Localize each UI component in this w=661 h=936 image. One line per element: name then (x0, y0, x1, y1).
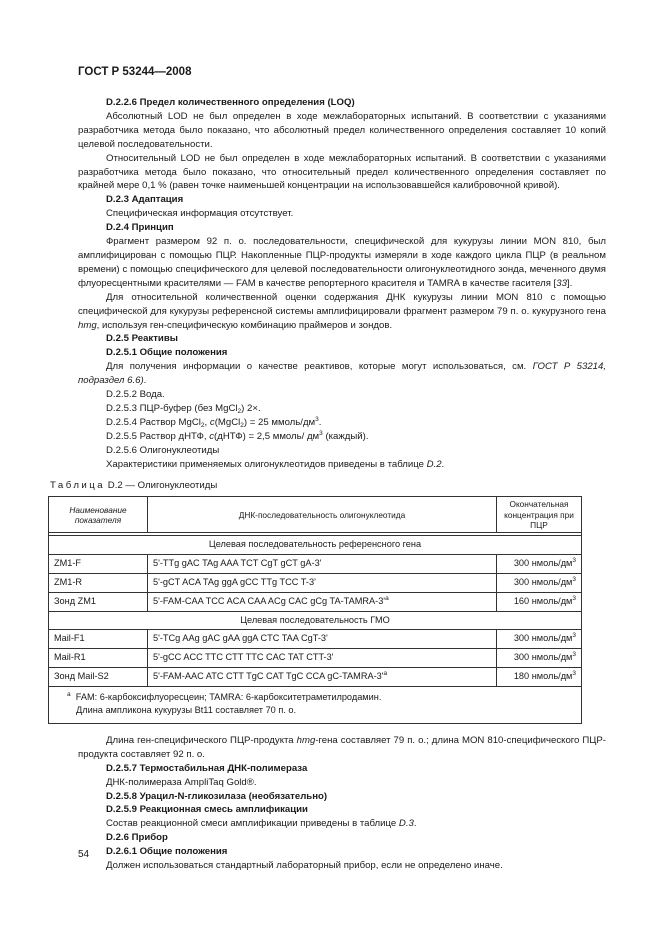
table-header-row (49, 497, 582, 533)
table-footnote: Длина ампликона кукурузы Bt11 составляет 70 п. о. (76, 705, 297, 716)
reagent-item: D.2.5.6 Олигонуклеотиды (106, 444, 220, 456)
paragraph: Для относительной количественной оценки содержания ДНК кукурузы линии MON 810 с помощью специфической для кукурузы референсной системы амплифицировали фрагмент размером 79 п. о. кукурузного гена hmg, используя ген-специфическую комбинацию праймеров и зондов. (78, 291, 606, 331)
paragraph: Специфическая информация отсутствует. (106, 208, 294, 220)
paragraph: Состав реакционной смеси амплификации приведены в таблице D.3. (106, 818, 417, 830)
section-heading: D.2.6 Прибор (106, 832, 168, 844)
column-header: ДНК-последовательность олигонуклеотида (148, 497, 497, 533)
oligonucleotides-table (48, 496, 582, 724)
paragraph: Относительный LOD не был определен в ходе межлабораторных испытаний. В соответствии с указаниями разработчика метода было показано, что относительный предел количественного определения составляет по крайней мере 0,1 % (равен точке наименьшей концентрации на использовавшейся калибровочной кривой). (78, 152, 606, 192)
section-heading: D.2.2.6 Предел количественного определения (LOQ) (106, 97, 355, 108)
table-caption: Таблица D.2 — Олигонуклеотиды (50, 480, 218, 492)
section-heading: D.2.4 Принцип (106, 222, 174, 234)
table-row: Зонд ZM1 5'-FAM-CAA TCC ACA CAA ACg CAC gCg $TA-TAMRA-3'^a$ 160 нмоль/$дм^3$ (49, 592, 582, 611)
page-number: 54 (78, 849, 90, 860)
paragraph: Абсолютный LOD не был определен в ходе межлабораторных испытаний. В соответствии с указаниями разработчика метода было показано, что абсолютный предел количественного определения составляет 10 копий целевой последовательности. (78, 110, 606, 150)
reagent-item: D.2.5.4 Раствор MgCl$_2$, c(MgCl$_2$) = 25 ммоль/$дм^3$. (106, 415, 322, 429)
paragraph: Характеристики применяемых олигонуклеотидов приведены в таблице D.2. (106, 458, 445, 470)
table-group-row: Целевая последовательность ГМО (49, 611, 582, 629)
subsection-heading: D.2.6.1 Общие положения (106, 846, 228, 858)
column-header: Окончательная концентрация при ПЦР (497, 497, 582, 533)
table-row: Mail-F1 5'-TCg AAg gAC gAA ggA CTC TAA CgT-3' 300 нмоль/$дм^3$ (49, 630, 582, 649)
table-row: ZM1-R 5'-gCT ACA TAg ggA gCC TTg TCC T-3' 300 нмоль/$дм^3$ (49, 573, 582, 592)
reagent-item: D.2.5.5 Раствор дНТФ, c(дНТФ) = 2,5 ммоль/ $дм^3$ (каждый). (106, 429, 369, 442)
table-footnote-row (49, 687, 582, 724)
paragraph: Должен использоваться стандартный лабораторный прибор, если не определено иначе. (106, 860, 503, 872)
standard-header: ГОСТ Р 53244—2008 (78, 66, 192, 78)
paragraph: ДНК-полимераза AmpliTaq Gold®. (106, 776, 257, 788)
subsection-heading: D.2.5.7 Термостабильная ДНК-полимераза (106, 762, 308, 774)
column-header: Наименование показателя (49, 497, 148, 533)
paragraph: Для получения информации о качестве реактивов, которые могут использоваться, см. ГОСТ Р 53214, подраздел 6.6). (78, 361, 606, 387)
paragraph: Длина ген-специфического ПЦР-продукта hmg-гена составляет 79 п. о.; длина MON 810-специфического ПЦР-продукта составляет 92 п. о. (78, 734, 606, 760)
table-row: ZM1-F 5'-TTg gAC TAg AAA TCT CgT gCT gA-3' 300 нмоль/$дм^3$ (49, 554, 582, 573)
section-heading: D.2.5 Реактивы (106, 333, 178, 345)
table-footnote: $^a$ FAM: 6-карбоксифлуоресцеин; TAMRA: 6-карбокситетраметилродамин. (67, 691, 382, 703)
reagent-item: D.2.5.3 ПЦР-буфер (без MgCl$_2$) 2×. (106, 402, 261, 415)
section-heading: D.2.3 Адаптация (106, 194, 184, 206)
subsection-heading: D.2.5.9 Реакционная смесь амплификации (106, 804, 308, 816)
table-group-row: Целевая последовательность референсного гена (49, 536, 582, 554)
table-row: Mail-R1 5'-gCC ACC TTC CTT TTC CAC TAT CTT-3' 300 нмоль/$дм^3$ (49, 649, 582, 668)
subsection-heading: D.2.5.1 Общие положения (106, 347, 228, 359)
paragraph: Фрагмент размером 92 п. о. последовательности, специфической для кукурузы линии MON 810, был амплифицирован с помощью ПЦР. Накопленные ПЦР-продукты измеряли в ходе каждого цикла ПЦР (в реальном времени) с помощью специфического для целевой последовательности олигонуклеотидного зонда, меченного двумя флуоресцентными красителями — FAM в качестве репортерного красителя и TAMRA в качестве гасителя [33]. (78, 236, 606, 289)
document-body (50, 96, 606, 873)
subsection-heading: D.2.5.8 Урацил-N-гликозилаза (необязательно) (106, 790, 328, 802)
reagent-item: D.2.5.2 Вода. (106, 389, 165, 401)
table-row: Зонд Mail-S2 5'-FAM-AAC ATC CTT TgC CAT TgC CCA $gC-TAMRA-3'^a$ 180 нмоль/$дм^3$ (49, 668, 582, 687)
